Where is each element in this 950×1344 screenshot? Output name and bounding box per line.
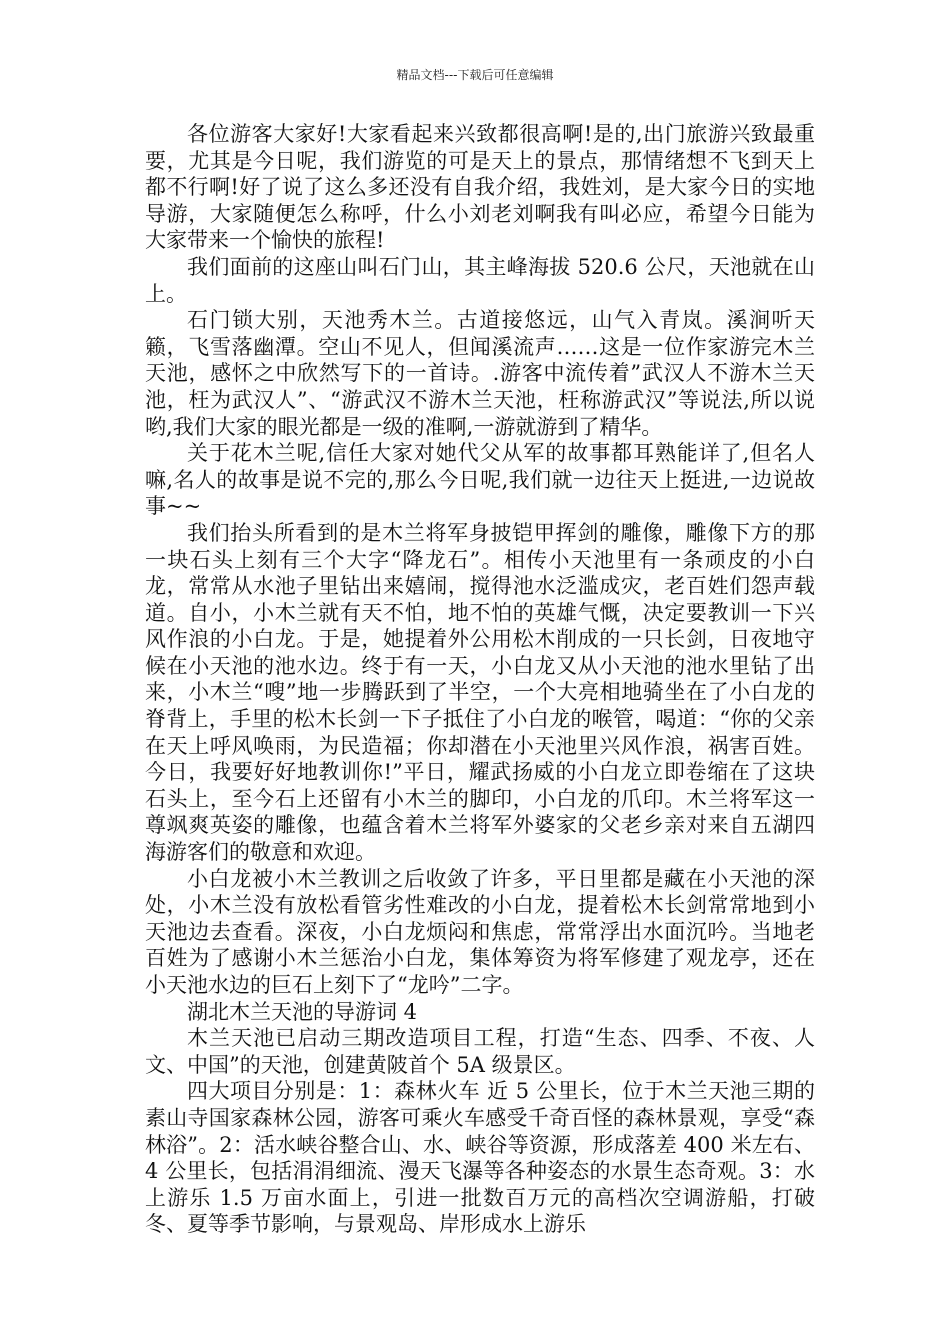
paragraph-poem: 石门锁大别，天池秀木兰。古道接悠远，山气入青岚。溪涧听天籁，飞雪落幽潭。空山不见人，但闻溪流声……这是一位作家游完木兰天池，感怀之中欣然写下的一首诗。.游客中流传着”武汉人不游木兰天池，枉为武汉人”、“游武汉不游木兰天池，枉称游武汉”等说法,所以说哟,我们大家的眼光都是一级的准啊,一游就游到了精华。 [145, 308, 815, 439]
paragraph-project-intro: 木兰天池已启动三期改造项目工程，打造“生态、四季、不夜、人文、中国”的天池，创建黄陂首个 5A 级景区。 [145, 1026, 815, 1077]
paragraph-dragon-statue: 我们抬头所看到的是木兰将军身披铠甲挥剑的雕像，雕像下方的那一块石头上刻有三个大字“降龙石”。相传小天池里有一条顽皮的小白龙，常常从水池子里钻出来嬉闹，搅得池水泛滥成灾，老百姓们怨声载道。自小，小木兰就有天不怕，地不怕的英雄气慨，决定要教训一下兴风作浪的小白龙。于是，她提着外公用松木削成的一只长剑，日夜地守候在小天池的池水边。终于有一天，小白龙又从小天池的池水里钻了出来，小木兰“嗖”地一步腾跃到了半空，一个大亮相地骑坐在了小白龙的脊背上，手里的松木长剑一下子抵住了小白龙的喉管，喝道：“你的父亲在天上呼风唤雨，为民造福；你却潜在小天池里兴风作浪，祸害百姓。今日，我要好好地教训你!”平日，耀武扬威的小白龙立即卷缩在了这块石头上，至今石上还留有小木兰的脚印，小白龙的爪印。木兰将军这一尊飒爽英姿的雕像，也蕴含着木兰将军外婆家的父老乡亲对来自五湖四海游客们的敬意和欢迎。 [145, 520, 815, 865]
document-body [145, 121, 815, 1238]
page-header: 精品文档---下载后可任意编辑 [396, 68, 554, 82]
paragraph-four-projects: 四大项目分别是：1：森林火车 近 5 公里长，位于木兰天池三期的素山寺国家森林公园，游客可乘火车感受千奇百怪的森林景观，享受“森林浴”。2：活水峡谷整合山、水、峡谷等资源，形成落差 400 米左右、4 公里长，包括涓涓细流、漫天飞瀑等各种姿态的水景生态奇观。3：水上游乐 1.5 万亩水面上，引进一批数百万元的高档次空调游船，打破冬、夏等季节影响，与景观岛、岸形成水上游乐 [145, 1079, 815, 1237]
paragraph-greeting: 各位游客大家好!大家看起来兴致都很高啊!是的,出门旅游兴致最重要，尤其是今日呢，我们游览的可是天上的景点，那情绪想不飞到天上都不行啊!好了说了这么多还没有自我介绍，我姓刘，是大家今日的实地导游，大家随便怎么称呼，什么小刘老刘啊我有叫必应，希望今日能为大家带来一个愉快的旅程! [145, 122, 815, 253]
paragraph-mulan-intro: 关于花木兰呢,信任大家对她代父从军的故事都耳熟能详了,但名人嘛,名人的故事是说不完的,那么今日呢,我们就一边往天上挺进,一边说故事~~ [145, 441, 815, 519]
section-title: 湖北木兰天池的导游词 4 [187, 999, 418, 1024]
paragraph-dragon-pavilion: 小白龙被小木兰教训之后收敛了许多，平日里都是藏在小天池的深处，小木兰没有放松看管劣性难改的小白龙，提着松木长剑常常地到小天池边去查看。深夜，小白龙烦闷和焦虑，常常浮出水面沉吟。当地老百姓为了感谢小木兰惩治小白龙，集体筹资为将军修建了观龙亭，还在小天池水边的巨石上刻下了“龙吟”二字。 [145, 866, 815, 997]
paragraph-shimen-mountain: 我们面前的这座山叫石门山，其主峰海拔 520.6 公尺，天池就在山上。 [145, 254, 815, 306]
